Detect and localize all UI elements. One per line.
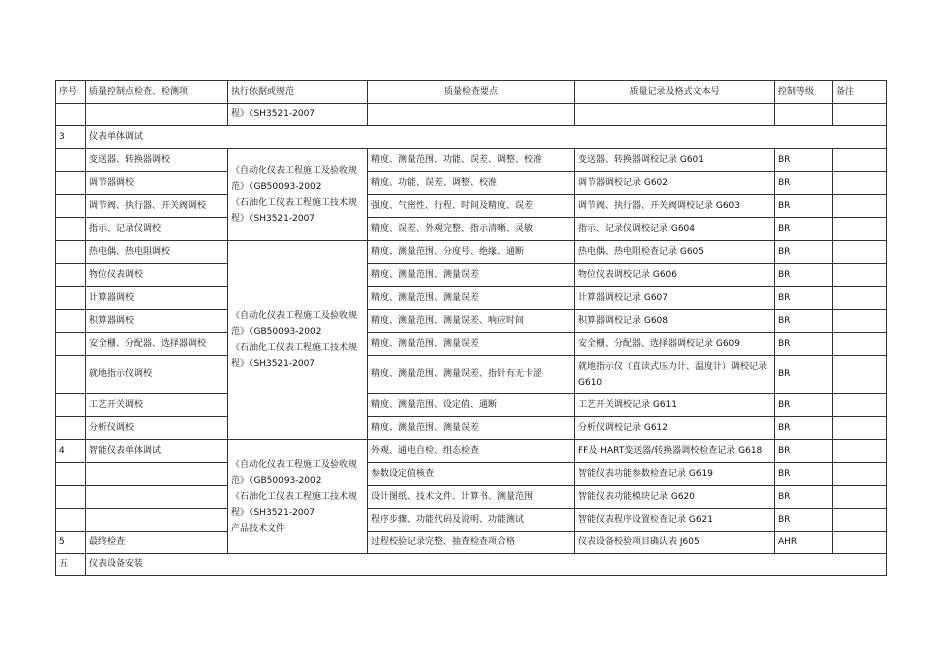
record-cell: 工艺开关调校记录 G611 bbox=[575, 394, 775, 417]
col-header-points: 质量检查要点 bbox=[368, 81, 575, 104]
record-cell: 物位仪表调校记录 G606 bbox=[575, 264, 775, 287]
record-cell: 分析仪调校记录 G612 bbox=[575, 417, 775, 440]
item-cell: 调节器调校 bbox=[86, 172, 228, 195]
basis-line: 《自动化仪表工程施工及验收规 bbox=[231, 459, 358, 470]
table-row bbox=[56, 287, 887, 310]
section-number: 4 bbox=[56, 440, 86, 463]
table-row bbox=[56, 218, 887, 241]
basis-line: 范》（GB50093-2002 bbox=[231, 327, 322, 337]
points-cell: 精度、测量范围、测量误差 bbox=[368, 417, 575, 440]
basis-line: 《自动化仪表工程施工及验收规 bbox=[231, 311, 358, 321]
basis-line: 《自动化仪表工程施工及验收规 bbox=[231, 165, 358, 176]
level-cell: BR bbox=[775, 149, 833, 172]
points-cell: 参数设定值核查 bbox=[368, 463, 575, 486]
section-number: 5 bbox=[56, 532, 86, 554]
basis-cell bbox=[228, 241, 368, 440]
basis-line: 程》（SH3521-2007 bbox=[231, 359, 316, 369]
points-cell: 精度、测量范围、测量误差、响应时间 bbox=[368, 310, 575, 333]
points-cell: 精度、测量范围、分度号、绝缘、通断 bbox=[368, 241, 575, 264]
record-cell: 智能仪表程序设置检查记录 G621 bbox=[575, 509, 775, 532]
record-cell: 调节阀、执行器、开关阀调校记录 G603 bbox=[575, 195, 775, 218]
points-cell: 精度、测量范围、设定值、通断 bbox=[368, 394, 575, 417]
table-row bbox=[56, 195, 887, 218]
points-cell: 设计图纸、技术文件、计算书、测量范围 bbox=[368, 486, 575, 509]
level-cell: BR bbox=[775, 509, 833, 532]
section-row bbox=[56, 532, 887, 554]
item-cell: 工艺开关调校 bbox=[86, 394, 228, 417]
points-cell: 精度、功能、误差、调整、校准 bbox=[368, 172, 575, 195]
table-row bbox=[56, 333, 887, 356]
table-row bbox=[56, 149, 887, 172]
basis-line: 范》（GB50093-2002 bbox=[231, 475, 322, 486]
record-line: 就地指示仪（直读式压力计、温度计）调校记录 bbox=[578, 361, 768, 372]
record-cell: 安全栅、分配器、选择器调校记录 G609 bbox=[575, 333, 775, 356]
level-cell: BR bbox=[775, 356, 833, 394]
basis-line: 《石油化工仪表工程施工技术规 bbox=[231, 491, 358, 502]
level-cell: BR bbox=[775, 241, 833, 264]
basis-cell bbox=[228, 149, 368, 241]
level-cell: BR bbox=[775, 195, 833, 218]
table-row bbox=[56, 394, 887, 417]
points-cell: 精度、测量范围、测量误差 bbox=[368, 333, 575, 356]
record-cell: 指示、记录仪调校记录 G604 bbox=[575, 218, 775, 241]
basis-line: 程》（SH3521-2007 bbox=[231, 213, 316, 224]
level-cell: BR bbox=[775, 172, 833, 195]
record-cell bbox=[575, 356, 775, 394]
record-cell: 变送器、转换器调校记录 G601 bbox=[575, 149, 775, 172]
level-cell: BR bbox=[775, 486, 833, 509]
col-header-record: 质量记录及格式文本号 bbox=[575, 81, 775, 104]
record-cell: 积算器调校记录 G608 bbox=[575, 310, 775, 333]
basis-line: 程》（SH3521-2007 bbox=[231, 507, 316, 518]
item-cell: 计算器调校 bbox=[86, 287, 228, 310]
basis-cell: 程》（SH3521-2007 bbox=[228, 104, 368, 126]
level-cell: AHR bbox=[775, 532, 833, 554]
points-cell: 精度、测量范围、测量误差 bbox=[368, 287, 575, 310]
level-cell: BR bbox=[775, 463, 833, 486]
item-cell: 物位仪表调校 bbox=[86, 264, 228, 287]
item-cell: 变送器、转换器调校 bbox=[86, 149, 228, 172]
item-cell: 热电偶、热电阻调校 bbox=[86, 241, 228, 264]
section-title: 最终检查 bbox=[86, 532, 228, 554]
basis-line: 产品技术文件 bbox=[231, 523, 286, 534]
level-cell: BR bbox=[775, 333, 833, 356]
level-cell: BR bbox=[775, 394, 833, 417]
section-row bbox=[56, 440, 887, 463]
section-row bbox=[56, 554, 887, 576]
points-cell: 过程校验记录完整、抽查检查项合格 bbox=[368, 532, 575, 554]
section-number: 3 bbox=[56, 126, 86, 149]
quality-control-table bbox=[55, 80, 887, 576]
basis-line: 范》（GB50093-2002 bbox=[231, 181, 322, 192]
level-cell: BR bbox=[775, 440, 833, 463]
item-cell: 分析仪调校 bbox=[86, 417, 228, 440]
col-header-basis: 执行依据或规范 bbox=[228, 81, 368, 104]
section-row bbox=[56, 126, 887, 149]
record-cell: FF及 HART变送器/转换器调校检查记录 G618 bbox=[575, 440, 775, 463]
col-header-remark: 备注 bbox=[833, 81, 887, 104]
table-row bbox=[56, 463, 887, 486]
item-cell: 指示、记录仪调校 bbox=[86, 218, 228, 241]
header-row bbox=[56, 81, 887, 104]
item-cell: 调节阀、执行器、开关阀调校 bbox=[86, 195, 228, 218]
item-cell: 就地指示仪调校 bbox=[86, 356, 228, 394]
level-cell: BR bbox=[775, 310, 833, 333]
table-row bbox=[56, 356, 887, 394]
record-cell: 计算器调校记录 G607 bbox=[575, 287, 775, 310]
record-cell: 调节器调校记录 G602 bbox=[575, 172, 775, 195]
section-title: 仪表单体调试 bbox=[86, 126, 887, 149]
level-cell: BR bbox=[775, 218, 833, 241]
table-row bbox=[56, 486, 887, 509]
record-line: G610 bbox=[578, 377, 603, 388]
table-row bbox=[56, 172, 887, 195]
section-title: 仪表设备安装 bbox=[86, 554, 887, 576]
table-row bbox=[56, 310, 887, 333]
points-cell: 程序步骤、功能代码及说明、功能测试 bbox=[368, 509, 575, 532]
points-cell: 外观、通电自检、组态检查 bbox=[368, 440, 575, 463]
record-cell: 智能仪表功能模块记录 G620 bbox=[575, 486, 775, 509]
col-header-level: 控制等级 bbox=[775, 81, 833, 104]
level-cell: BR bbox=[775, 287, 833, 310]
basis-line: 《石油化工仪表工程施工技术规 bbox=[231, 343, 358, 353]
item-cell: 积算器调校 bbox=[86, 310, 228, 333]
table-row bbox=[56, 509, 887, 532]
col-header-item: 质量控制点检查、检测项 bbox=[86, 81, 228, 104]
section-number: 五 bbox=[56, 554, 86, 576]
basis-line: 《石油化工仪表工程施工技术规 bbox=[231, 197, 358, 208]
col-header-seq: 序号 bbox=[56, 81, 86, 104]
points-cell: 精度、测量范围、测量误差、指针有无卡涩 bbox=[368, 356, 575, 394]
points-cell: 精度、测量范围、测量误差 bbox=[368, 264, 575, 287]
table-row bbox=[56, 104, 887, 126]
record-cell: 仪表设备校验项目确认表 J605 bbox=[575, 532, 775, 554]
section-title: 智能仪表单体调试 bbox=[86, 440, 228, 463]
record-cell: 智能仪表功能参数检查记录 G619 bbox=[575, 463, 775, 486]
points-cell: 强度、气密性、行程、时间及精度、误差 bbox=[368, 195, 575, 218]
item-cell: 安全栅、分配器、选择器调校 bbox=[86, 333, 228, 356]
table-row bbox=[56, 241, 887, 264]
table-row bbox=[56, 264, 887, 287]
record-cell: 热电偶、热电阻检查记录 G605 bbox=[575, 241, 775, 264]
points-cell: 精度、误差、外观完整、指示清晰、灵敏 bbox=[368, 218, 575, 241]
table-row bbox=[56, 417, 887, 440]
level-cell: BR bbox=[775, 417, 833, 440]
level-cell: BR bbox=[775, 264, 833, 287]
basis-cell bbox=[228, 440, 368, 554]
points-cell: 精度、测量范围、功能、误差、调整、校准 bbox=[368, 149, 575, 172]
